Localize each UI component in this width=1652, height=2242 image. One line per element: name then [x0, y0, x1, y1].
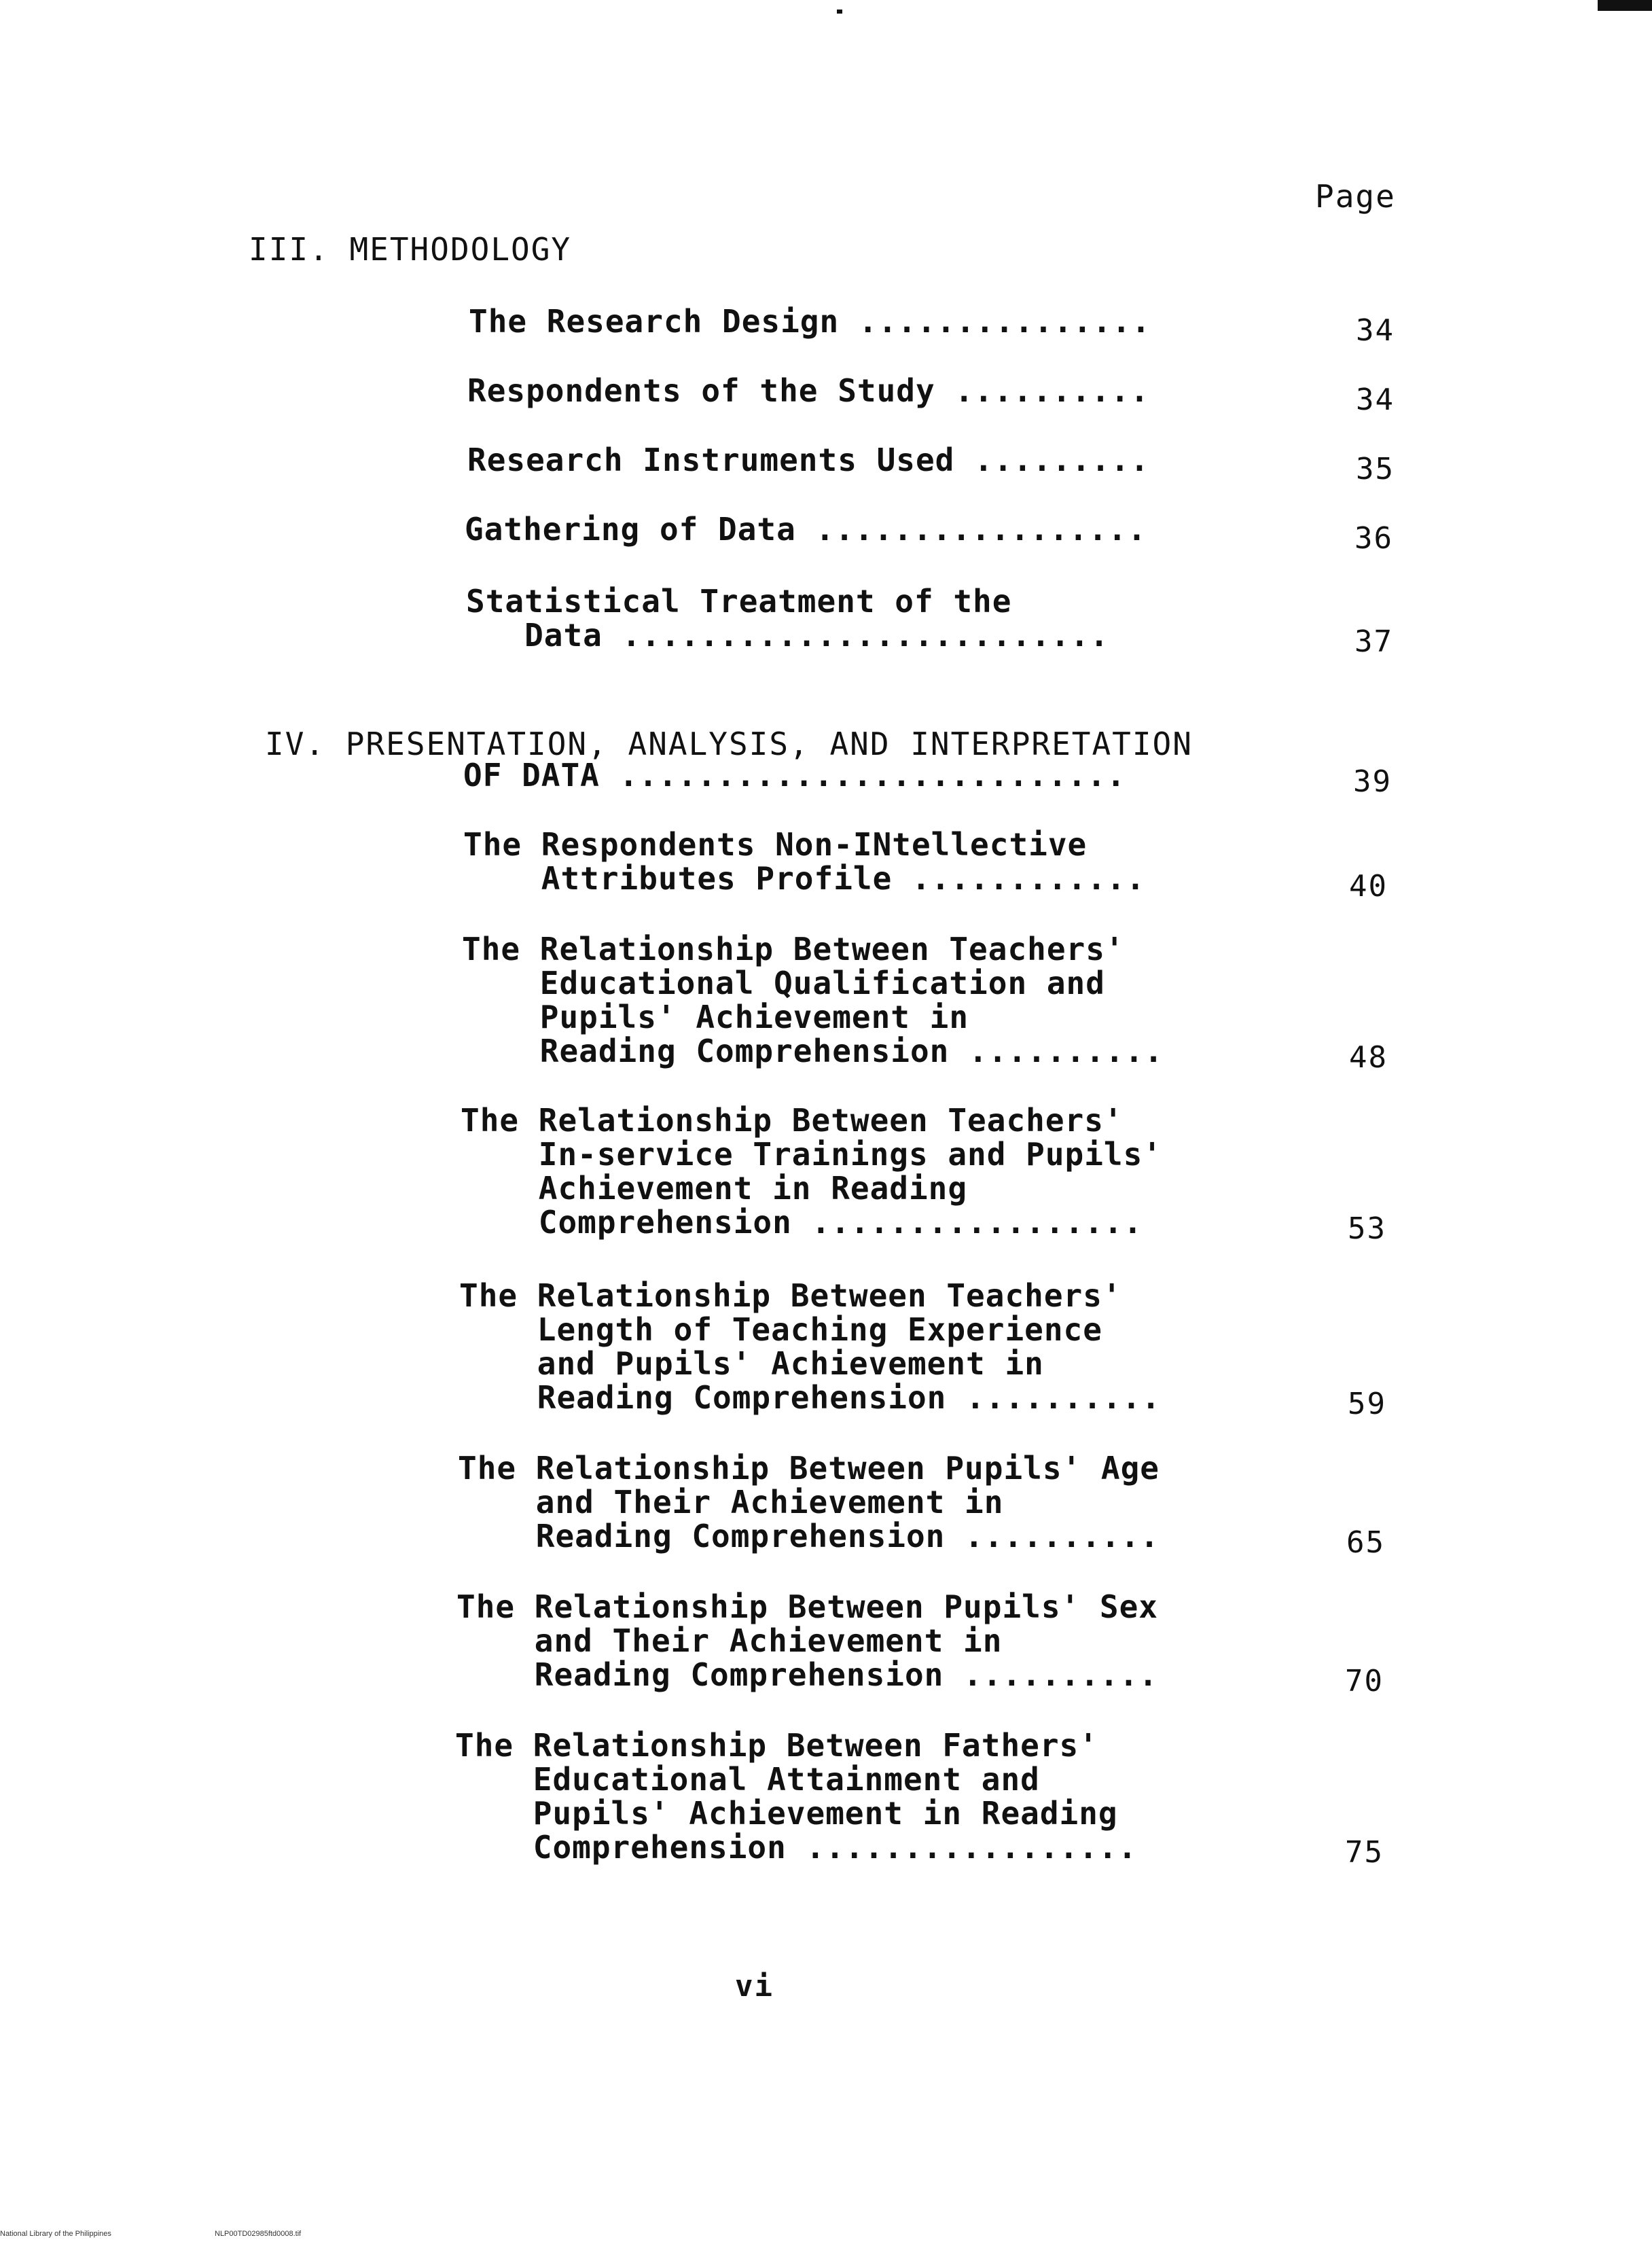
section-heading-presentation-cont: OF DATA .......................... [463, 757, 1126, 794]
toc-page-respondents: 34 [1356, 382, 1395, 417]
toc-entry-teaching-experience-line2: Length of Teaching Experience [459, 1311, 1102, 1348]
toc-page-non-intellective: 40 [1349, 869, 1388, 904]
section-heading-presentation: IV. PRESENTATION, ANALYSIS, AND INTERPRETATION [265, 726, 1193, 762]
footer-filename: NLP00TD02985ftd0008.tif [215, 2230, 302, 2238]
section-heading-methodology: III. METHODOLOGY [249, 231, 572, 268]
toc-entry-teaching-experience-line3: and Pupils' Achievement in [459, 1345, 1044, 1382]
scan-dot [837, 10, 842, 14]
toc-page-gathering-data: 36 [1354, 521, 1393, 556]
toc-entry-educ-qualification-line2: Educational Qualification and [462, 965, 1105, 1001]
toc-page-inservice: 53 [1348, 1211, 1386, 1246]
toc-entry-inservice-line2: In-service Trainings and Pupils' [461, 1136, 1162, 1173]
toc-entry-pupils-age-line2: and Their Achievement in [458, 1484, 1004, 1520]
toc-page-pupils-sex: 70 [1345, 1664, 1384, 1698]
toc-entry-inservice: The Relationship Between Teachers' [461, 1102, 1124, 1139]
toc-entry-teaching-experience: The Relationship Between Teachers' [459, 1277, 1122, 1314]
toc-entry-fathers-education-line3: Pupils' Achievement in Reading [455, 1795, 1118, 1832]
toc-entry-gathering-data: Gathering of Data ................. [465, 511, 1147, 548]
toc-entry-respondents: Respondents of the Study .......... [467, 372, 1150, 409]
page-column-label: Page [1315, 178, 1396, 215]
toc-entry-non-intellective-cont: Attributes Profile ............ [463, 860, 1146, 897]
toc-entry-pupils-age: The Relationship Between Pupils' Age [458, 1450, 1160, 1487]
toc-page-research-design: 34 [1356, 313, 1395, 348]
toc-entry-research-design: The Research Design ............... [469, 303, 1151, 340]
toc-entry-pupils-sex-line3: Reading Comprehension .......... [456, 1656, 1158, 1693]
toc-page-statistical-treatment: 37 [1354, 624, 1393, 659]
toc-entry-teaching-experience-line4: Reading Comprehension .......... [459, 1379, 1161, 1416]
footer-library: National Library of the Philippines [0, 2230, 111, 2238]
toc-entry-statistical-treatment: Statistical Treatment of the [466, 583, 1012, 620]
toc-entry-pupils-sex-line2: and Their Achievement in [456, 1622, 1003, 1659]
scan-corner-mark [1598, 0, 1652, 11]
toc-page-instruments: 35 [1356, 452, 1395, 486]
toc-entry-pupils-age-line3: Reading Comprehension .......... [458, 1518, 1160, 1554]
page-folio: vi [735, 1969, 774, 2004]
toc-entry-inservice-line4: Comprehension ................. [461, 1204, 1143, 1241]
toc-entry-instruments: Research Instruments Used ......... [467, 442, 1150, 478]
toc-entry-fathers-education-line4: Comprehension ................. [455, 1829, 1138, 1866]
toc-page-educ-qualification: 48 [1349, 1040, 1388, 1075]
toc-entry-educ-qualification-line3: Pupils' Achievement in [462, 999, 969, 1035]
toc-entry-educ-qualification: The Relationship Between Teachers' [462, 931, 1125, 967]
toc-entry-educ-qualification-line4: Reading Comprehension .......... [462, 1033, 1164, 1069]
toc-entry-inservice-line3: Achievement in Reading [461, 1170, 968, 1207]
toc-page-fathers-education: 75 [1345, 1835, 1384, 1870]
toc-entry-fathers-education-line2: Educational Attainment and [455, 1761, 1040, 1798]
toc-page-presentation: 39 [1353, 764, 1392, 799]
toc-page-pupils-age: 65 [1346, 1525, 1385, 1560]
toc-entry-pupils-sex: The Relationship Between Pupils' Sex [456, 1588, 1158, 1625]
toc-entry-statistical-treatment-cont: Data ......................... [466, 617, 1109, 654]
toc-entry-non-intellective: The Respondents Non-INtellective [463, 826, 1088, 863]
toc-page-teaching-experience: 59 [1348, 1387, 1386, 1421]
toc-entry-fathers-education: The Relationship Between Fathers' [455, 1727, 1098, 1764]
